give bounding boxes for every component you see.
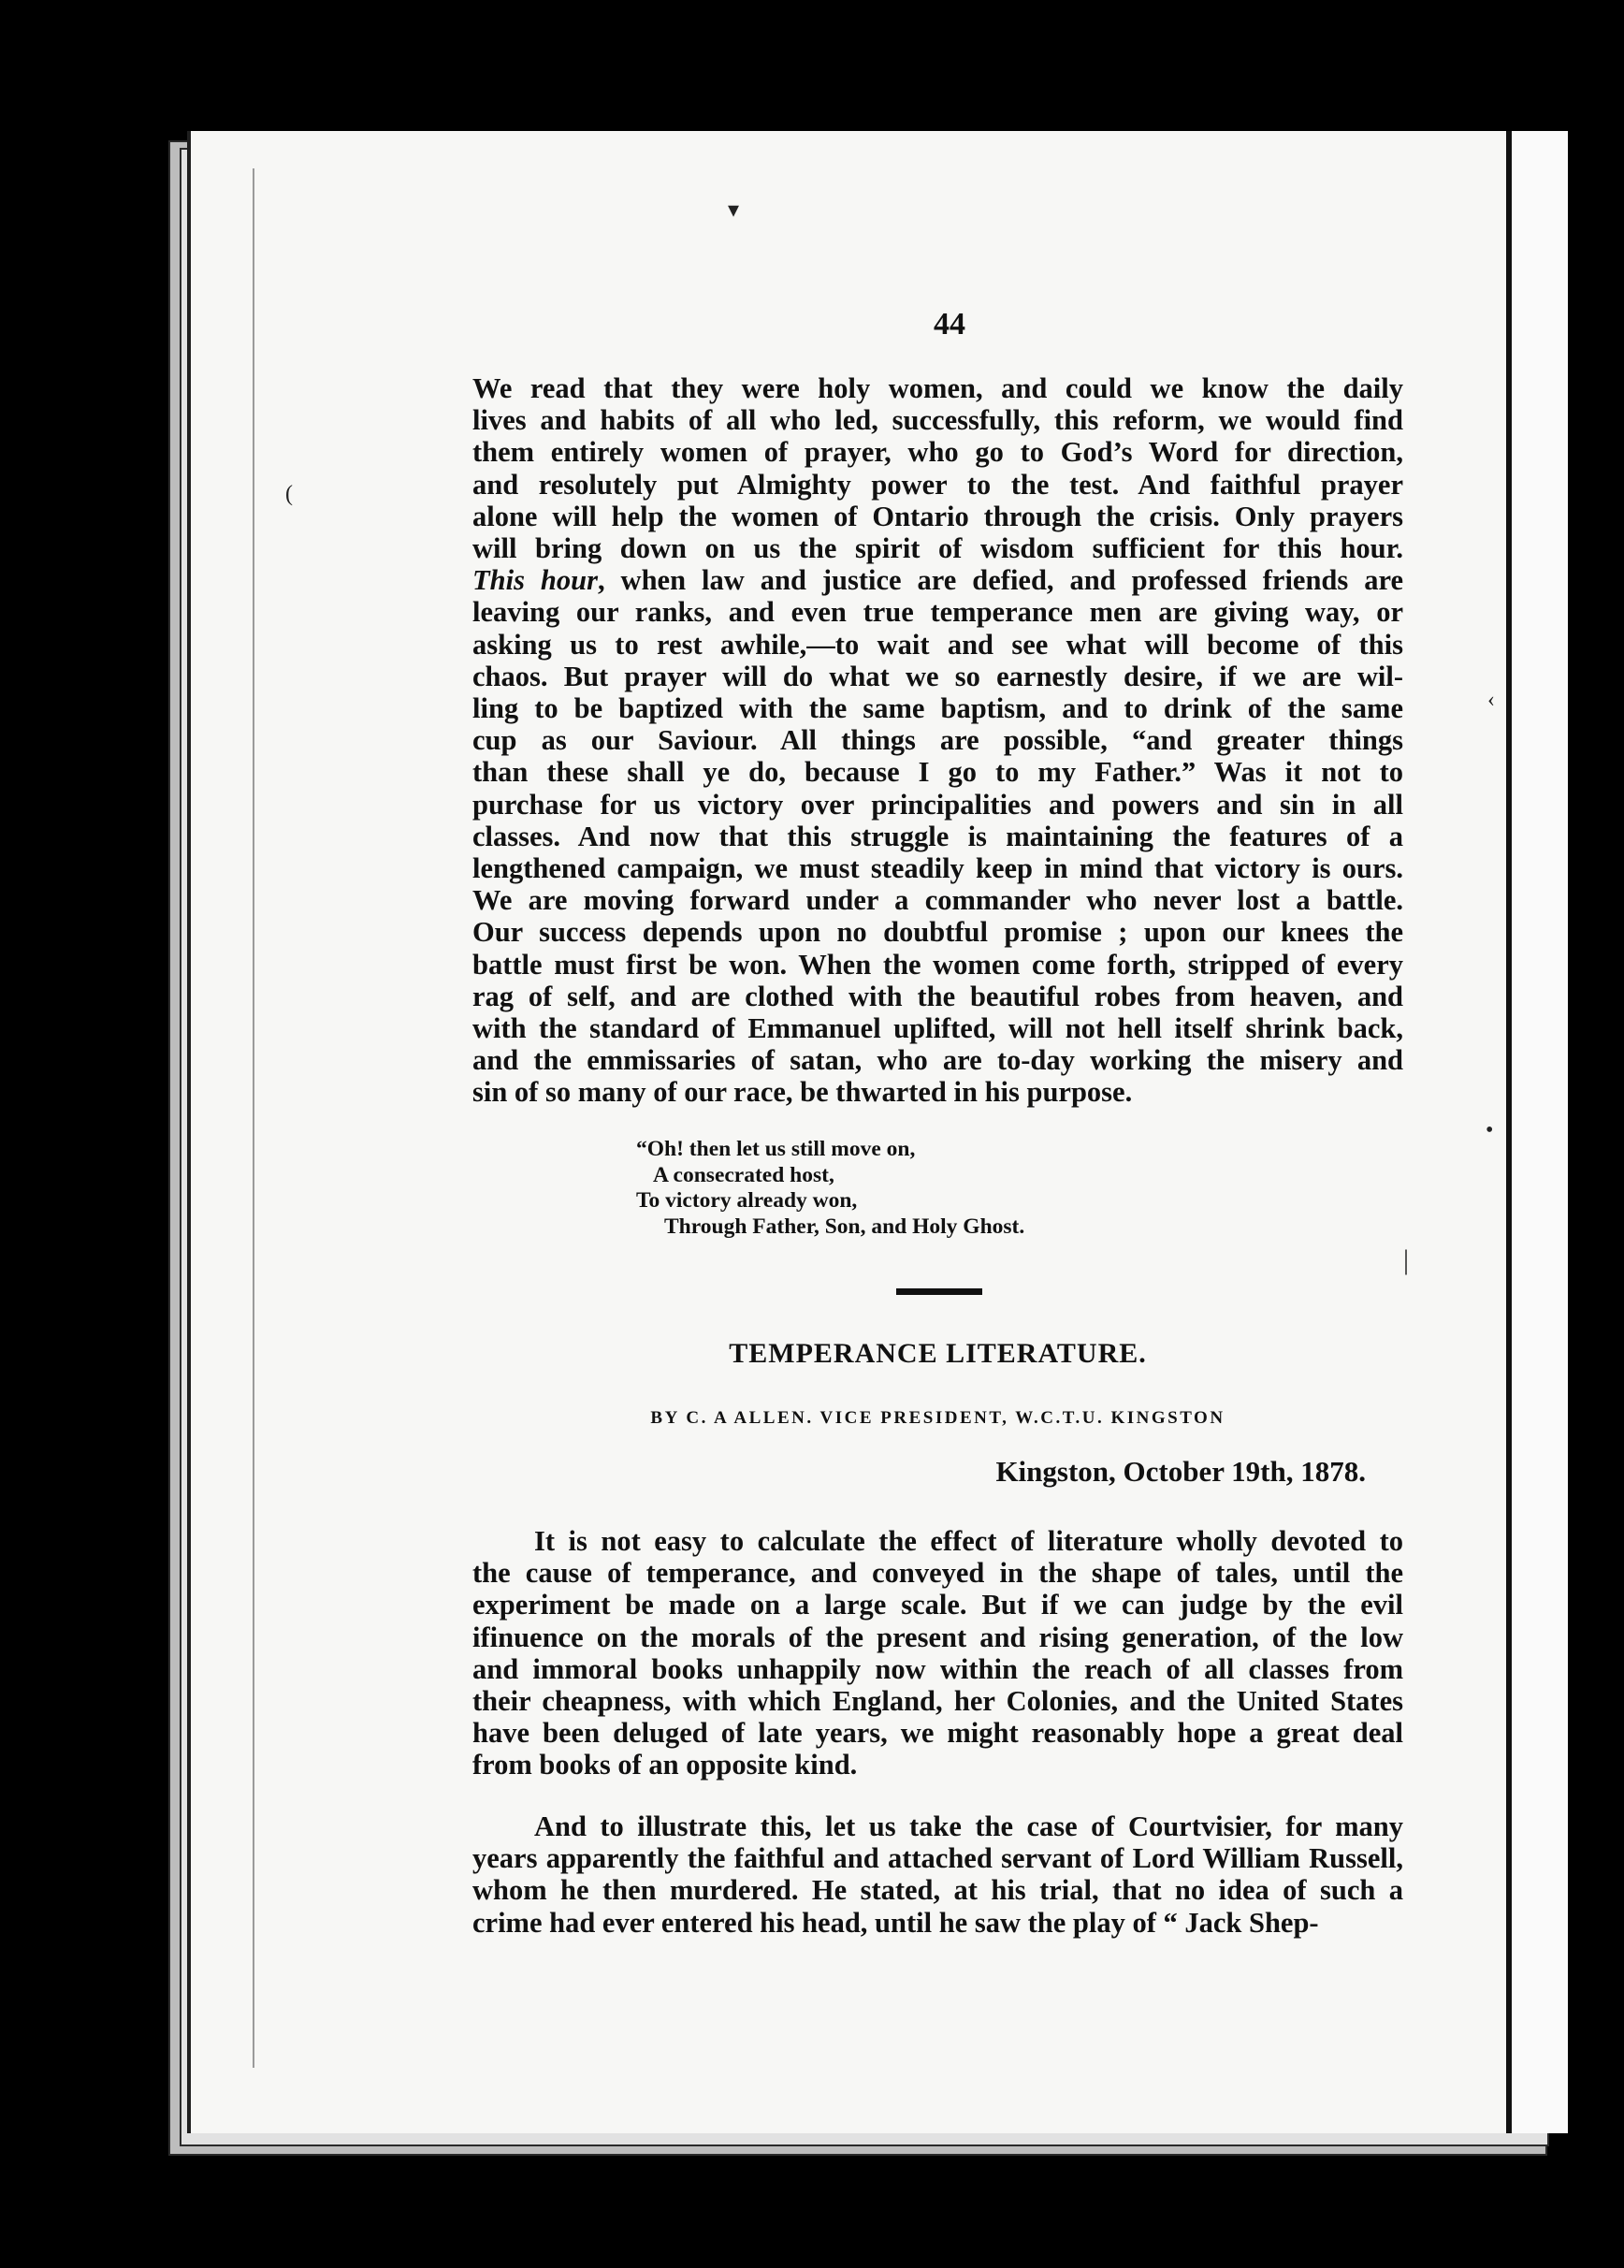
text-line: and the emmissaries of satan, who are to-day working the misery and (472, 1044, 1403, 1077)
text-line: Our success depends upon no doubtful promise ; upon our knees the (472, 916, 1403, 949)
paragraph-literature (472, 1525, 1403, 1781)
margin-mark: | (1403, 1244, 1410, 1275)
text-line: years apparently the faithful and attached servant of Lord William Russell, (472, 1842, 1403, 1875)
text-line: alone will help the women of Ontario through the crisis. Only prayers (472, 500, 1403, 532)
binding-gutter (1506, 131, 1512, 2133)
poem-stanza (636, 1137, 1024, 1240)
paragraph-courtvisier (472, 1810, 1403, 1939)
poem-line: “Oh! then let us still move on, (636, 1137, 916, 1161)
page-fold-line (253, 168, 283, 2068)
text-line: leaving our ranks, and even true temperance men are giving way, or (472, 596, 1403, 629)
text-line: rag of self, and are clothed with the beautiful robes from heaven, and (472, 980, 1403, 1012)
text-line: and resolutely put Almighty power to the test. And faithful prayer (472, 468, 1403, 501)
text-line: battle must first be won. When the women come forth, stripped of every (472, 948, 1403, 981)
text-line: classes. And now that this struggle is maintaining the features of a (472, 820, 1403, 852)
text-line: and immoral books unhappily now within the reach of all classes from (472, 1652, 1403, 1685)
text-line: ling to be baptized with the same baptism, and to drink of the same (472, 692, 1403, 725)
text-line: than these shall ye do, because I go to my Father.” Was it not to (472, 756, 1403, 789)
text-line: And to illustrate this, let us take the case of Courtvisier, for many (534, 1810, 1403, 1842)
poem-line: To victory already won, (636, 1188, 858, 1213)
text-line: from books of an opposite kind. (472, 1749, 858, 1781)
text-line: sin of so many of our race, be thwarted in his purpose. (472, 1076, 1133, 1109)
text-line: have been deluged of late years, we might reasonably hope a great deal (472, 1717, 1403, 1750)
text-line: their cheapness, with which England, her Colonies, and the United States (472, 1685, 1403, 1718)
text-line: with the standard of Emmanuel uplifted, will not hell itself shrink back, (472, 1012, 1403, 1045)
text-line: lives and habits of all who led, successfully, this reform, we would find (472, 404, 1403, 437)
text-line: purchase for us victory over principalities and powers and sin in all (472, 788, 1403, 821)
poem-line: A consecrated host, (653, 1162, 834, 1187)
text-line: cup as our Saviour. All things are possible, “and greater things (472, 724, 1403, 757)
article-dateline: Kingston, October 19th, 1878. (995, 1455, 1366, 1488)
text-line: chaos. But prayer will do what we so earnestly desire, if we are wil- (472, 660, 1403, 692)
text-line: ifinuence on the morals of the present and rising generation, of the low (472, 1621, 1403, 1653)
text-line: will bring down on us the spirit of wisdom sufficient for this hour. (472, 532, 1403, 565)
speck-mark: ▾ (728, 198, 740, 223)
page-number: 44 (934, 307, 965, 342)
paragraph-prayer (472, 372, 1403, 1109)
text-line: experiment be made on a large scale. But if we can judge by the evil (472, 1589, 1403, 1621)
text-line: crime had ever entered his head, until he saw the play of “ Jack Shep- (472, 1906, 1319, 1939)
text-line: asking us to rest awhile,—to wait and see what will become of this (472, 628, 1403, 661)
margin-mark: ( (285, 482, 293, 506)
text-line: We read that they were holy women, and could we know the daily (472, 372, 1403, 404)
margin-mark: ‹ (1487, 688, 1495, 712)
article-byline: BY C. A ALLEN. VICE PRESIDENT, W.C.T.U. KINGSTON (650, 1408, 1225, 1428)
poem-line: Through Father, Son, and Holy Ghost. (664, 1214, 1025, 1239)
text-line: the cause of temperance, and conveyed in the shape of tales, until the (472, 1557, 1403, 1590)
margin-mark: • (1486, 1118, 1494, 1142)
text-line: them entirely women of prayer, who go to God’s Word for direction, (472, 436, 1403, 469)
text-line: lengthened campaign, we must steadily keep in mind that victory is ours. (472, 852, 1403, 885)
text-line: It is not easy to calculate the effect of literature wholly devoted to (534, 1525, 1403, 1557)
text-line: whom he then murdered. He stated, at his trial, that no idea of such a (472, 1874, 1403, 1907)
facing-page-edge (1512, 131, 1568, 2133)
text-line: This hour, when law and justice are defied, and professed friends are (472, 564, 1403, 597)
text-line: We are moving forward under a commander who never lost a battle. (472, 884, 1403, 917)
section-divider (896, 1288, 982, 1295)
article-heading: TEMPERANCE LITERATURE. (729, 1338, 1147, 1369)
